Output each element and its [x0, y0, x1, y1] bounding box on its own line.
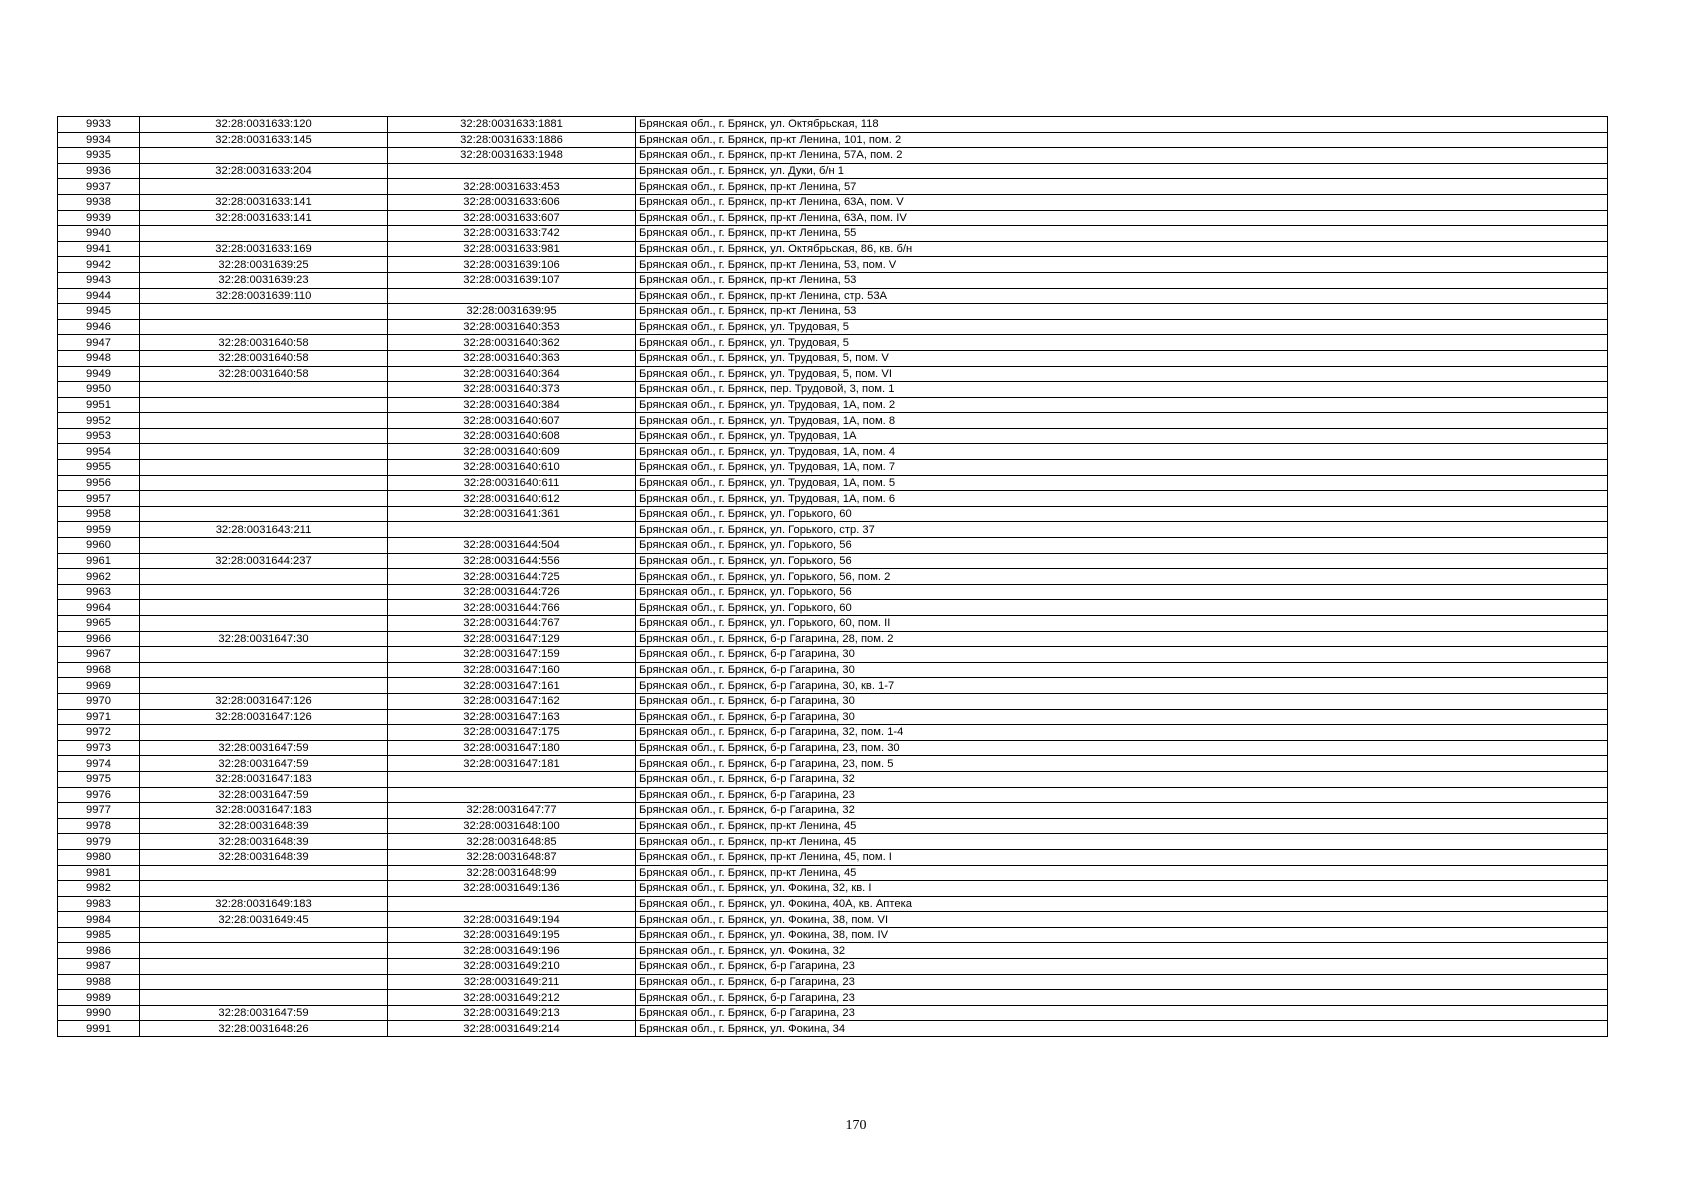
cadastral-number-cell [388, 522, 636, 538]
cadastral-parent-cell: 32:28:0031647:126 [140, 693, 388, 709]
row-number-cell: 9963 [58, 584, 140, 600]
address-cell: Брянская обл., г. Брянск, ул. Фокина, 40А, кв. Аптека [636, 896, 1608, 912]
address-cell: Брянская обл., г. Брянск, ул. Фокина, 34 [636, 1021, 1608, 1037]
cadastral-number-cell: 32:28:0031640:612 [388, 491, 636, 507]
cadastral-number-cell: 32:28:0031647:160 [388, 662, 636, 678]
cadastral-number-cell [388, 163, 636, 179]
table-row [58, 896, 1608, 912]
row-number-cell: 9987 [58, 959, 140, 975]
table-row [58, 959, 1608, 975]
address-cell: Брянская обл., г. Брянск, б-р Гагарина, 23 [636, 1005, 1608, 1021]
row-number-cell: 9936 [58, 163, 140, 179]
table-row [58, 272, 1608, 288]
cadastral-number-cell: 32:28:0031647:162 [388, 693, 636, 709]
cadastral-number-cell: 32:28:0031649:136 [388, 881, 636, 897]
table-row [58, 288, 1608, 304]
row-number-cell: 9935 [58, 148, 140, 164]
cadastral-number-cell: 32:28:0031647:129 [388, 631, 636, 647]
table-row [58, 974, 1608, 990]
row-number-cell: 9975 [58, 771, 140, 787]
cadastral-number-cell: 32:28:0031641:361 [388, 506, 636, 522]
address-cell: Брянская обл., г. Брянск, ул. Октябрьская, 86, кв. б/н [636, 241, 1608, 257]
cadastral-number-cell: 32:28:0031649:194 [388, 912, 636, 928]
table-row [58, 194, 1608, 210]
cadastral-number-cell: 32:28:0031647:180 [388, 740, 636, 756]
cadastral-number-cell: 32:28:0031633:606 [388, 194, 636, 210]
row-number-cell: 9942 [58, 257, 140, 273]
cadastral-number-cell: 32:28:0031647:175 [388, 725, 636, 741]
cadastral-number-cell: 32:28:0031640:363 [388, 350, 636, 366]
cadastral-parent-cell: 32:28:0031633:169 [140, 241, 388, 257]
cadastral-parent-cell [140, 678, 388, 694]
address-cell: Брянская обл., г. Брянск, б-р Гагарина, 30 [636, 662, 1608, 678]
row-number-cell: 9950 [58, 382, 140, 398]
table-row [58, 506, 1608, 522]
row-number-cell: 9947 [58, 335, 140, 351]
row-number-cell: 9955 [58, 460, 140, 476]
address-cell: Брянская обл., г. Брянск, пр-кт Ленина, 45 [636, 834, 1608, 850]
cadastral-number-cell: 32:28:0031639:95 [388, 304, 636, 320]
cadastral-parent-cell [140, 959, 388, 975]
cadastral-number-cell: 32:28:0031647:159 [388, 647, 636, 663]
cadastral-parent-cell: 32:28:0031649:45 [140, 912, 388, 928]
address-cell: Брянская обл., г. Брянск, б-р Гагарина, 28, пом. 2 [636, 631, 1608, 647]
cadastral-parent-cell: 32:28:0031633:141 [140, 194, 388, 210]
row-number-cell: 9952 [58, 413, 140, 429]
cadastral-parent-cell: 32:28:0031639:25 [140, 257, 388, 273]
address-cell: Брянская обл., г. Брянск, ул. Горького, 56, пом. 2 [636, 569, 1608, 585]
row-number-cell: 9956 [58, 475, 140, 491]
address-cell: Брянская обл., г. Брянск, б-р Гагарина, 32 [636, 771, 1608, 787]
address-cell: Брянская обл., г. Брянск, пр-кт Ленина, 63А, пом. V [636, 194, 1608, 210]
table-row [58, 1005, 1608, 1021]
cadastral-number-cell: 32:28:0031640:607 [388, 413, 636, 429]
row-number-cell: 9933 [58, 117, 140, 133]
address-cell: Брянская обл., г. Брянск, ул. Трудовая, 1А, пом. 2 [636, 397, 1608, 413]
cadastral-parent-cell: 32:28:0031648:39 [140, 818, 388, 834]
table-row [58, 553, 1608, 569]
table-row [58, 771, 1608, 787]
table-row [58, 179, 1608, 195]
address-cell: Брянская обл., г. Брянск, пр-кт Ленина, 63А, пом. IV [636, 210, 1608, 226]
address-cell: Брянская обл., г. Брянск, б-р Гагарина, 23 [636, 974, 1608, 990]
cadastral-parent-cell [140, 943, 388, 959]
cadastral-parent-cell: 32:28:0031647:59 [140, 1005, 388, 1021]
cadastral-number-cell: 32:28:0031640:384 [388, 397, 636, 413]
row-number-cell: 9971 [58, 709, 140, 725]
cadastral-parent-cell: 32:28:0031640:58 [140, 350, 388, 366]
cadastral-number-cell: 32:28:0031647:181 [388, 756, 636, 772]
cadastral-number-cell: 32:28:0031648:99 [388, 865, 636, 881]
cadastral-parent-cell: 32:28:0031648:39 [140, 834, 388, 850]
table-row [58, 725, 1608, 741]
cadastral-number-cell: 32:28:0031649:213 [388, 1005, 636, 1021]
table-row [58, 382, 1608, 398]
cadastral-parent-cell: 32:28:0031643:211 [140, 522, 388, 538]
address-cell: Брянская обл., г. Брянск, пр-кт Ленина, 45 [636, 865, 1608, 881]
address-cell: Брянская обл., г. Брянск, б-р Гагарина, 23, пом. 30 [636, 740, 1608, 756]
cadastral-number-cell: 32:28:0031644:504 [388, 538, 636, 554]
row-number-cell: 9981 [58, 865, 140, 881]
cadastral-number-cell [388, 787, 636, 803]
address-cell: Брянская обл., г. Брянск, ул. Горького, 60 [636, 506, 1608, 522]
address-cell: Брянская обл., г. Брянск, ул. Горького, 60 [636, 600, 1608, 616]
address-cell: Брянская обл., г. Брянск, б-р Гагарина, 30 [636, 709, 1608, 725]
table-row [58, 834, 1608, 850]
cadastral-number-cell: 32:28:0031647:161 [388, 678, 636, 694]
cadastral-parent-cell: 32:28:0031647:59 [140, 756, 388, 772]
address-cell: Брянская обл., г. Брянск, ул. Трудовая, 1А, пом. 4 [636, 444, 1608, 460]
table-row [58, 616, 1608, 632]
cadastral-parent-cell: 32:28:0031639:110 [140, 288, 388, 304]
cadastral-number-cell: 32:28:0031648:85 [388, 834, 636, 850]
table-row [58, 366, 1608, 382]
cadastral-parent-cell [140, 881, 388, 897]
row-number-cell: 9974 [58, 756, 140, 772]
row-number-cell: 9946 [58, 319, 140, 335]
cadastral-number-cell: 32:28:0031633:1948 [388, 148, 636, 164]
table-row [58, 319, 1608, 335]
address-cell: Брянская обл., г. Брянск, ул. Трудовая, 1А, пом. 8 [636, 413, 1608, 429]
row-number-cell: 9939 [58, 210, 140, 226]
row-number-cell: 9968 [58, 662, 140, 678]
cadastral-parent-cell: 32:28:0031648:39 [140, 849, 388, 865]
row-number-cell: 9983 [58, 896, 140, 912]
row-number-cell: 9944 [58, 288, 140, 304]
row-number-cell: 9969 [58, 678, 140, 694]
cadastral-parent-cell [140, 428, 388, 444]
table-row [58, 148, 1608, 164]
cadastral-number-cell: 32:28:0031633:981 [388, 241, 636, 257]
address-cell: Брянская обл., г. Брянск, ул. Фокина, 38, пом. IV [636, 927, 1608, 943]
row-number-cell: 9959 [58, 522, 140, 538]
address-cell: Брянская обл., г. Брянск, ул. Трудовая, 1А, пом. 7 [636, 460, 1608, 476]
cadastral-number-cell: 32:28:0031644:726 [388, 584, 636, 600]
address-cell: Брянская обл., г. Брянск, пр-кт Ленина, 45, пом. I [636, 849, 1608, 865]
cadastral-number-cell: 32:28:0031644:556 [388, 553, 636, 569]
table-row [58, 475, 1608, 491]
cadastral-number-cell: 32:28:0031633:453 [388, 179, 636, 195]
cadastral-parent-cell [140, 974, 388, 990]
row-number-cell: 9934 [58, 132, 140, 148]
address-cell: Брянская обл., г. Брянск, пр-кт Ленина, 53, пом. V [636, 257, 1608, 273]
table-row [58, 818, 1608, 834]
table-row [58, 1021, 1608, 1037]
cadastral-parent-cell: 32:28:0031633:145 [140, 132, 388, 148]
cadastral-parent-cell: 32:28:0031647:59 [140, 740, 388, 756]
table-row [58, 210, 1608, 226]
cadastral-number-cell: 32:28:0031649:212 [388, 990, 636, 1006]
cadastral-number-cell: 32:28:0031640:609 [388, 444, 636, 460]
table-row [58, 226, 1608, 242]
cadastral-parent-cell: 32:28:0031640:58 [140, 366, 388, 382]
address-cell: Брянская обл., г. Брянск, пр-кт Ленина, 57А, пом. 2 [636, 148, 1608, 164]
table-body [58, 117, 1608, 1037]
cadastral-parent-cell [140, 226, 388, 242]
row-number-cell: 9977 [58, 803, 140, 819]
cadastral-number-cell: 32:28:0031640:610 [388, 460, 636, 476]
cadastral-number-cell: 32:28:0031640:373 [388, 382, 636, 398]
cadastral-parent-cell [140, 397, 388, 413]
cadastral-parent-cell [140, 491, 388, 507]
row-number-cell: 9978 [58, 818, 140, 834]
row-number-cell: 9970 [58, 693, 140, 709]
table-row [58, 428, 1608, 444]
cadastral-parent-cell [140, 413, 388, 429]
cadastral-parent-cell [140, 616, 388, 632]
table-row [58, 662, 1608, 678]
cadastral-number-cell: 32:28:0031649:195 [388, 927, 636, 943]
row-number-cell: 9961 [58, 553, 140, 569]
cadastral-parent-cell [140, 475, 388, 491]
table-row [58, 335, 1608, 351]
table-row [58, 678, 1608, 694]
cadastral-number-cell: 32:28:0031640:611 [388, 475, 636, 491]
row-number-cell: 9985 [58, 927, 140, 943]
cadastral-number-cell: 32:28:0031647:77 [388, 803, 636, 819]
table-row [58, 740, 1608, 756]
cadastral-parent-cell [140, 600, 388, 616]
address-cell: Брянская обл., г. Брянск, ул. Трудовая, 1А, пом. 6 [636, 491, 1608, 507]
row-number-cell: 9991 [58, 1021, 140, 1037]
cadastral-number-cell: 32:28:0031640:362 [388, 335, 636, 351]
address-cell: Брянская обл., г. Брянск, ул. Горького, 56 [636, 553, 1608, 569]
table-row [58, 849, 1608, 865]
cadastral-parent-cell [140, 319, 388, 335]
cadastral-number-cell: 32:28:0031648:87 [388, 849, 636, 865]
address-cell: Брянская обл., г. Брянск, ул. Горького, стр. 37 [636, 522, 1608, 538]
row-number-cell: 9949 [58, 366, 140, 382]
table-row [58, 693, 1608, 709]
row-number-cell: 9982 [58, 881, 140, 897]
row-number-cell: 9979 [58, 834, 140, 850]
address-cell: Брянская обл., г. Брянск, б-р Гагарина, 30, кв. 1-7 [636, 678, 1608, 694]
table-row [58, 350, 1608, 366]
table-row [58, 304, 1608, 320]
property-table [57, 116, 1608, 1037]
row-number-cell: 9945 [58, 304, 140, 320]
cadastral-parent-cell [140, 148, 388, 164]
cadastral-number-cell [388, 288, 636, 304]
address-cell: Брянская обл., г. Брянск, ул. Горького, 56 [636, 584, 1608, 600]
cadastral-parent-cell [140, 179, 388, 195]
cadastral-parent-cell [140, 662, 388, 678]
address-cell: Брянская обл., г. Брянск, б-р Гагарина, 23 [636, 990, 1608, 1006]
address-cell: Брянская обл., г. Брянск, ул. Октябрьская, 118 [636, 117, 1608, 133]
address-cell: Брянская обл., г. Брянск, пр-кт Ленина, 45 [636, 818, 1608, 834]
address-cell: Брянская обл., г. Брянск, б-р Гагарина, 23 [636, 959, 1608, 975]
cadastral-number-cell: 32:28:0031633:1881 [388, 117, 636, 133]
table-row [58, 117, 1608, 133]
cadastral-parent-cell [140, 382, 388, 398]
table-row [58, 756, 1608, 772]
cadastral-parent-cell [140, 725, 388, 741]
table-row [58, 444, 1608, 460]
address-cell: Брянская обл., г. Брянск, б-р Гагарина, 30 [636, 693, 1608, 709]
table-row [58, 803, 1608, 819]
table-row [58, 881, 1608, 897]
address-cell: Брянская обл., г. Брянск, пр-кт Ленина, 53 [636, 304, 1608, 320]
cadastral-number-cell: 32:28:0031649:210 [388, 959, 636, 975]
row-number-cell: 9965 [58, 616, 140, 632]
table-row [58, 413, 1608, 429]
cadastral-parent-cell [140, 865, 388, 881]
table-row [58, 647, 1608, 663]
row-number-cell: 9948 [58, 350, 140, 366]
cadastral-parent-cell: 32:28:0031633:141 [140, 210, 388, 226]
cadastral-parent-cell [140, 538, 388, 554]
cadastral-parent-cell [140, 304, 388, 320]
cadastral-number-cell: 32:28:0031633:742 [388, 226, 636, 242]
address-cell: Брянская обл., г. Брянск, пр-кт Ленина, 57 [636, 179, 1608, 195]
cadastral-parent-cell: 32:28:0031647:183 [140, 803, 388, 819]
cadastral-parent-cell: 32:28:0031649:183 [140, 896, 388, 912]
table-row [58, 631, 1608, 647]
cadastral-number-cell: 32:28:0031633:607 [388, 210, 636, 226]
address-cell: Брянская обл., г. Брянск, ул. Горького, 60, пом. II [636, 616, 1608, 632]
address-cell: Брянская обл., г. Брянск, ул. Дуки, б/н 1 [636, 163, 1608, 179]
cadastral-parent-cell [140, 584, 388, 600]
row-number-cell: 9962 [58, 569, 140, 585]
table-row [58, 600, 1608, 616]
cadastral-number-cell: 32:28:0031644:725 [388, 569, 636, 585]
row-number-cell: 9988 [58, 974, 140, 990]
row-number-cell: 9972 [58, 725, 140, 741]
table-row [58, 865, 1608, 881]
cadastral-number-cell: 32:28:0031649:196 [388, 943, 636, 959]
address-cell: Брянская обл., г. Брянск, ул. Трудовая, 5 [636, 319, 1608, 335]
address-cell: Брянская обл., г. Брянск, ул. Фокина, 38, пом. VI [636, 912, 1608, 928]
table-row [58, 132, 1608, 148]
cadastral-parent-cell: 32:28:0031633:120 [140, 117, 388, 133]
cadastral-number-cell: 32:28:0031648:100 [388, 818, 636, 834]
cadastral-parent-cell [140, 569, 388, 585]
row-number-cell: 9984 [58, 912, 140, 928]
address-cell: Брянская обл., г. Брянск, ул. Фокина, 32 [636, 943, 1608, 959]
table-row [58, 709, 1608, 725]
row-number-cell: 9986 [58, 943, 140, 959]
address-cell: Брянская обл., г. Брянск, б-р Гагарина, 32 [636, 803, 1608, 819]
cadastral-parent-cell [140, 927, 388, 943]
address-cell: Брянская обл., г. Брянск, б-р Гагарина, 23 [636, 787, 1608, 803]
cadastral-parent-cell: 32:28:0031647:59 [140, 787, 388, 803]
address-cell: Брянская обл., г. Брянск, б-р Гагарина, 30 [636, 647, 1608, 663]
address-cell: Брянская обл., г. Брянск, пр-кт Ленина, 101, пом. 2 [636, 132, 1608, 148]
cadastral-parent-cell [140, 460, 388, 476]
cadastral-number-cell: 32:28:0031644:766 [388, 600, 636, 616]
cadastral-number-cell: 32:28:0031647:163 [388, 709, 636, 725]
cadastral-number-cell: 32:28:0031649:211 [388, 974, 636, 990]
row-number-cell: 9960 [58, 538, 140, 554]
row-number-cell: 9967 [58, 647, 140, 663]
cadastral-parent-cell [140, 444, 388, 460]
table-row [58, 491, 1608, 507]
address-cell: Брянская обл., г. Брянск, ул. Трудовая, 5, пом. VI [636, 366, 1608, 382]
address-cell: Брянская обл., г. Брянск, пер. Трудовой, 3, пом. 1 [636, 382, 1608, 398]
address-cell: Брянская обл., г. Брянск, ул. Трудовая, 1А [636, 428, 1608, 444]
cadastral-parent-cell: 32:28:0031647:30 [140, 631, 388, 647]
cadastral-parent-cell [140, 990, 388, 1006]
cadastral-parent-cell: 32:28:0031648:26 [140, 1021, 388, 1037]
table-row [58, 241, 1608, 257]
cadastral-number-cell: 32:28:0031640:364 [388, 366, 636, 382]
table-row [58, 397, 1608, 413]
cadastral-number-cell: 32:28:0031644:767 [388, 616, 636, 632]
row-number-cell: 9980 [58, 849, 140, 865]
table-row [58, 522, 1608, 538]
row-number-cell: 9958 [58, 506, 140, 522]
address-cell: Брянская обл., г. Брянск, пр-кт Ленина, 55 [636, 226, 1608, 242]
cadastral-parent-cell: 32:28:0031640:58 [140, 335, 388, 351]
cadastral-number-cell: 32:28:0031640:608 [388, 428, 636, 444]
row-number-cell: 9940 [58, 226, 140, 242]
table-row [58, 584, 1608, 600]
row-number-cell: 9941 [58, 241, 140, 257]
table-row [58, 927, 1608, 943]
row-number-cell: 9966 [58, 631, 140, 647]
address-cell: Брянская обл., г. Брянск, ул. Фокина, 32, кв. I [636, 881, 1608, 897]
row-number-cell: 9976 [58, 787, 140, 803]
address-cell: Брянская обл., г. Брянск, ул. Трудовая, 1А, пом. 5 [636, 475, 1608, 491]
cadastral-parent-cell [140, 506, 388, 522]
address-cell: Брянская обл., г. Брянск, пр-кт Ленина, 53 [636, 272, 1608, 288]
cadastral-parent-cell: 32:28:0031639:23 [140, 272, 388, 288]
table-row [58, 569, 1608, 585]
cadastral-parent-cell: 32:28:0031633:204 [140, 163, 388, 179]
row-number-cell: 9990 [58, 1005, 140, 1021]
address-cell: Брянская обл., г. Брянск, б-р Гагарина, 23, пом. 5 [636, 756, 1608, 772]
cadastral-parent-cell [140, 647, 388, 663]
table-row [58, 257, 1608, 273]
table-row [58, 163, 1608, 179]
row-number-cell: 9937 [58, 179, 140, 195]
cadastral-number-cell: 32:28:0031639:106 [388, 257, 636, 273]
row-number-cell: 9964 [58, 600, 140, 616]
row-number-cell: 9989 [58, 990, 140, 1006]
row-number-cell: 9973 [58, 740, 140, 756]
table-row [58, 990, 1608, 1006]
cadastral-parent-cell: 32:28:0031644:237 [140, 553, 388, 569]
cadastral-number-cell: 32:28:0031633:1886 [388, 132, 636, 148]
row-number-cell: 9951 [58, 397, 140, 413]
table-row [58, 912, 1608, 928]
row-number-cell: 9938 [58, 194, 140, 210]
cadastral-number-cell [388, 771, 636, 787]
address-cell: Брянская обл., г. Брянск, ул. Трудовая, 5 [636, 335, 1608, 351]
row-number-cell: 9957 [58, 491, 140, 507]
table-row [58, 943, 1608, 959]
row-number-cell: 9953 [58, 428, 140, 444]
page-number: 170 [845, 1118, 867, 1133]
cadastral-parent-cell: 32:28:0031647:183 [140, 771, 388, 787]
cadastral-number-cell: 32:28:0031639:107 [388, 272, 636, 288]
address-cell: Брянская обл., г. Брянск, пр-кт Ленина, стр. 53А [636, 288, 1608, 304]
address-cell: Брянская обл., г. Брянск, ул. Трудовая, 5, пом. V [636, 350, 1608, 366]
cadastral-number-cell [388, 896, 636, 912]
cadastral-number-cell: 32:28:0031640:353 [388, 319, 636, 335]
address-cell: Брянская обл., г. Брянск, б-р Гагарина, 32, пом. 1-4 [636, 725, 1608, 741]
address-cell: Брянская обл., г. Брянск, ул. Горького, 56 [636, 538, 1608, 554]
table-row [58, 787, 1608, 803]
table-row [58, 538, 1608, 554]
cadastral-parent-cell: 32:28:0031647:126 [140, 709, 388, 725]
row-number-cell: 9943 [58, 272, 140, 288]
cadastral-number-cell: 32:28:0031649:214 [388, 1021, 636, 1037]
row-number-cell: 9954 [58, 444, 140, 460]
table-row [58, 460, 1608, 476]
